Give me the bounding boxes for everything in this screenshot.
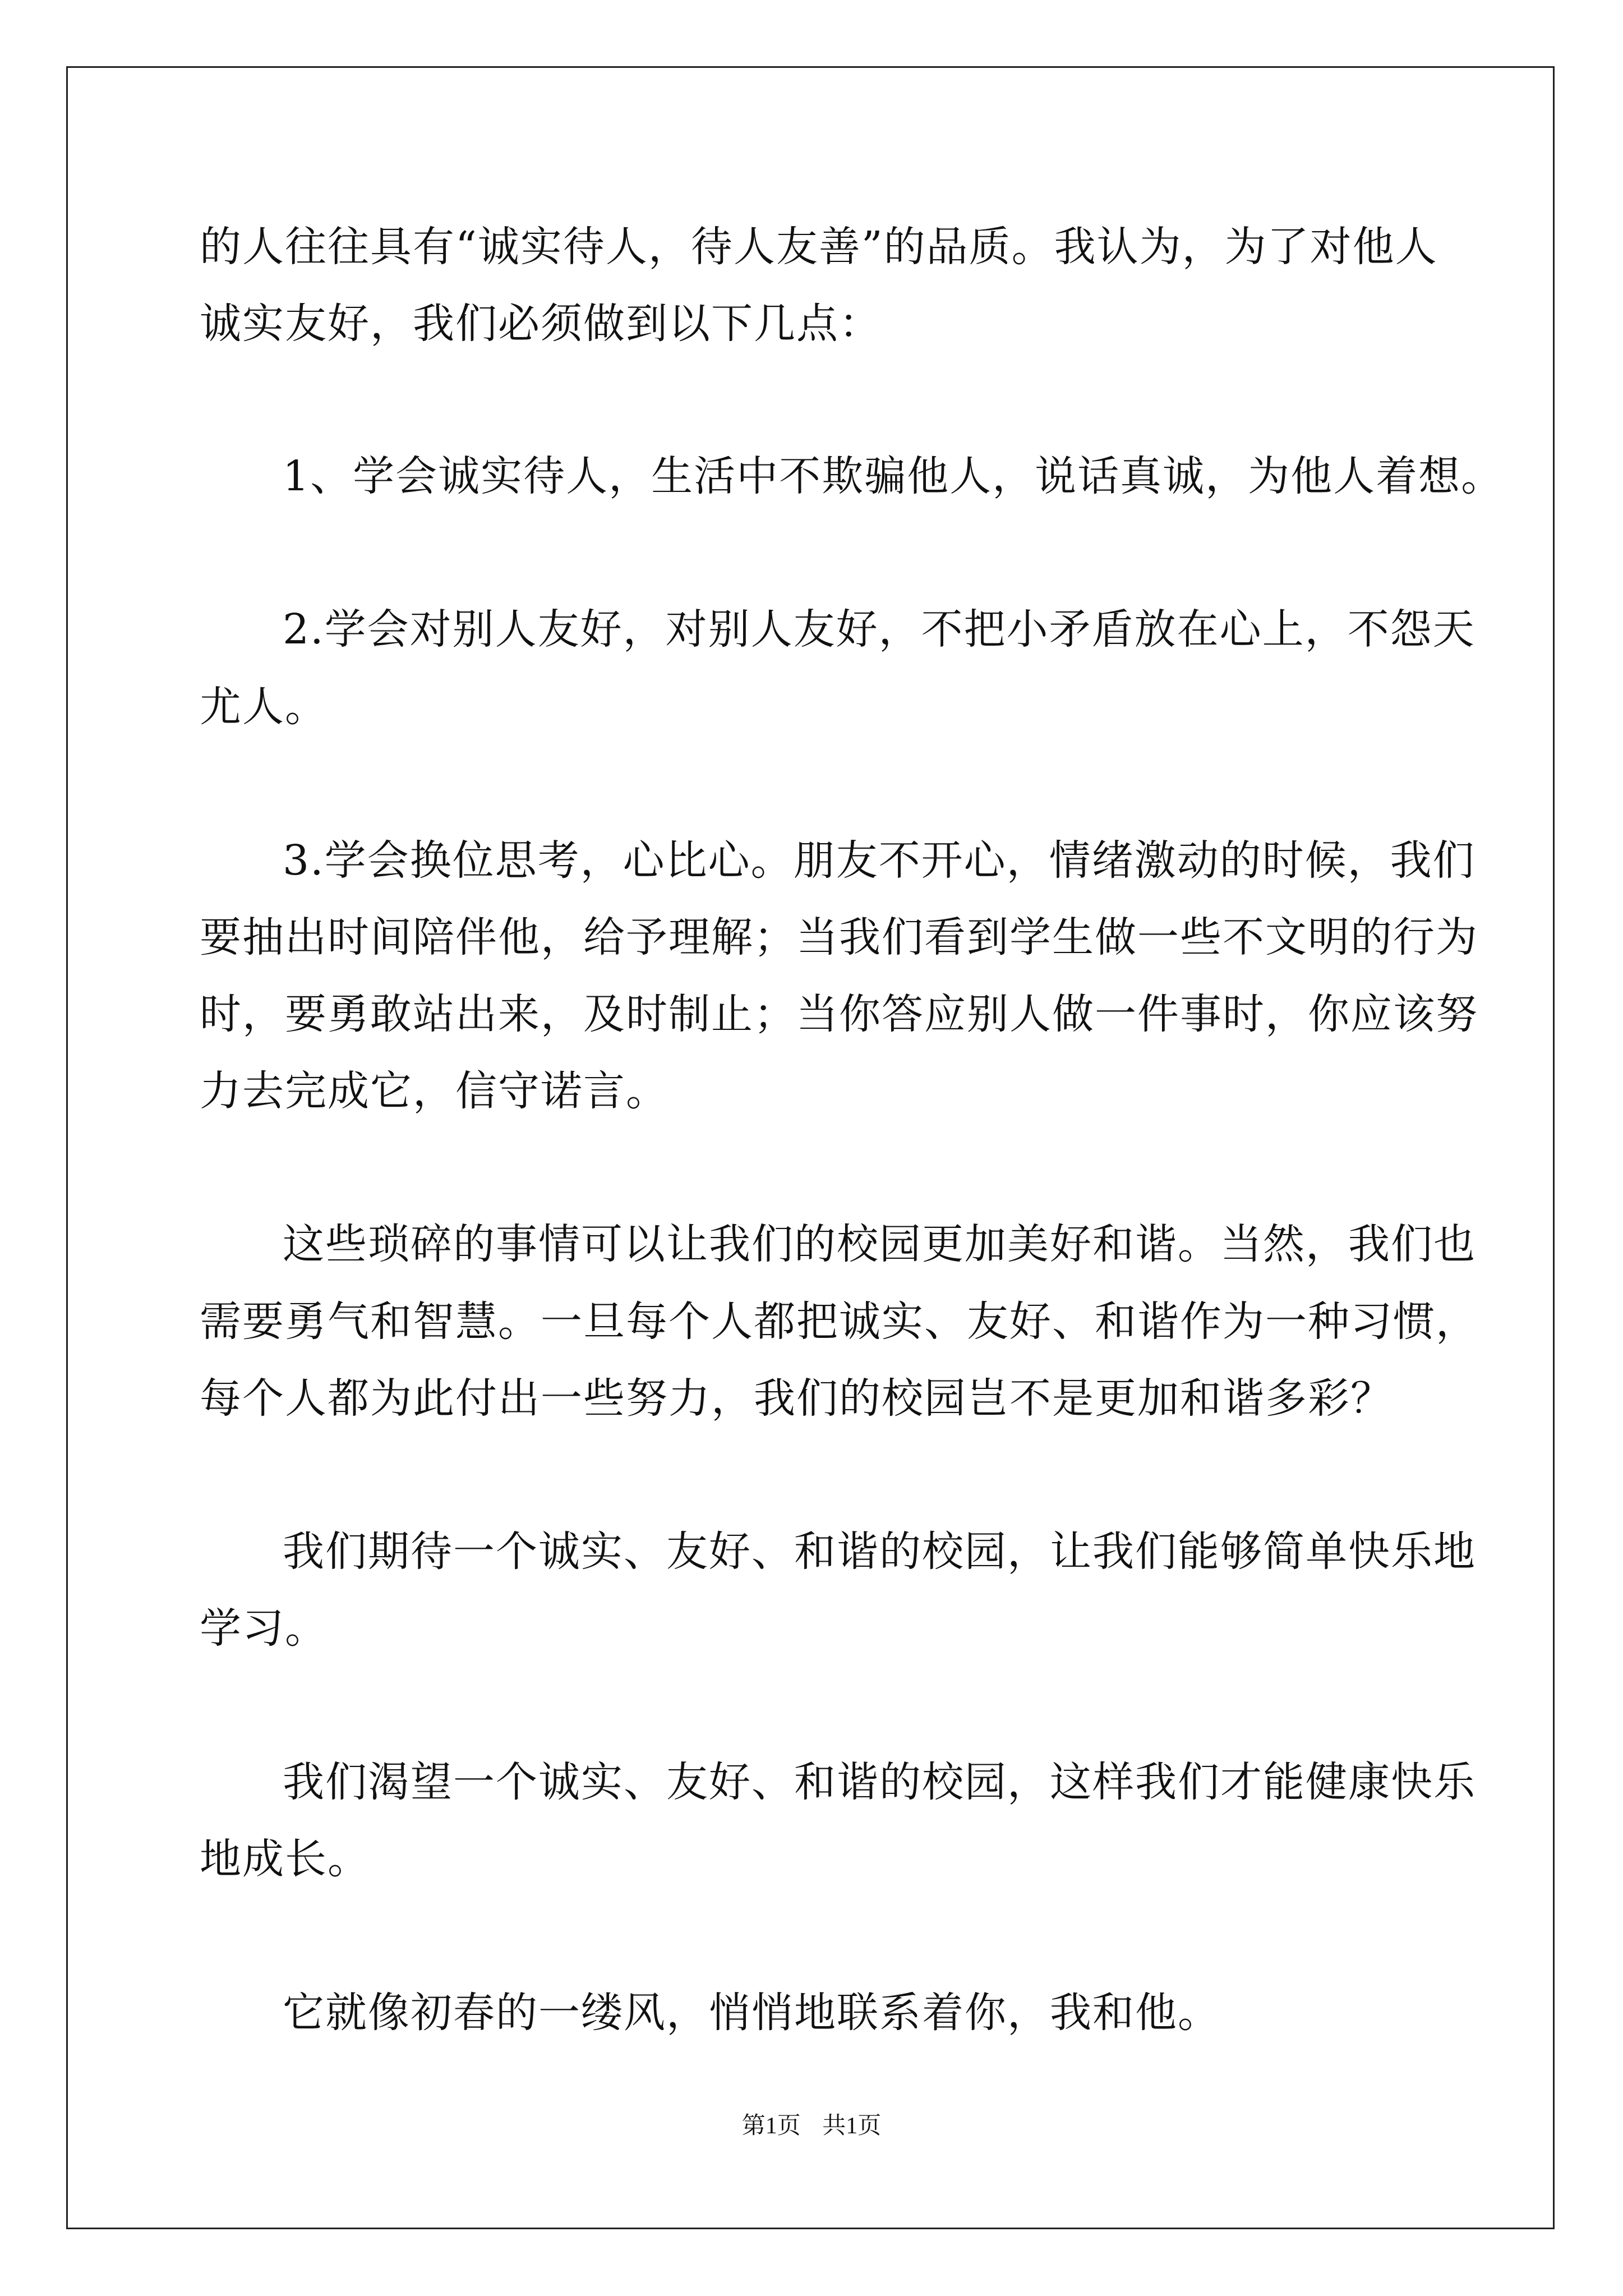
page-footer [0,2109,1623,2143]
text-line: 2.学会对别人友好，对别人友好，不把小矛盾放在心上，不怨天 [283,605,1476,654]
text-line: 要抽出时间陪伴他，给予理解；当我们看到学生做一些不文明的行为 [200,913,1478,961]
text-line: 1、学会诚实待人，生活中不欺骗他人，说话真诚，为他人着想。 [283,452,1504,500]
text-line: 的人往往具有“诚实待人，待人友善”的品质。我认为，为了对他人 [200,223,1438,271]
text-line: 时，要勇敢站出来，及时制止；当你答应别人做一件事时，你应该努 [200,990,1478,1038]
page-total: 共1页 [822,2113,882,2139]
text-line: 尤人。 [200,683,328,731]
text-line: 地成长。 [200,1835,370,1883]
text-line: 每个人都为此付出一些努力，我们的校园岂不是更加和谐多彩？ [200,1374,1393,1423]
text-line: 我们期待一个诚实、友好、和谐的校园，让我们能够简单快乐地 [283,1527,1476,1576]
text-line: 学习。 [200,1604,328,1653]
text-line: 诚实友好，我们必须做到以下几点： [200,300,882,348]
text-line: 3.学会换位思考，心比心。朋友不开心，情绪激动的时候，我们 [283,836,1476,885]
text-line: 这些琐碎的事情可以让我们的校园更加美好和谐。当然，我们也 [283,1220,1476,1268]
page-border [66,66,1555,2229]
page-number: 第1页 [741,2113,801,2139]
text-line: 需要勇气和智慧。一旦每个人都把诚实、友好、和谐作为一种习惯， [200,1297,1478,1346]
text-line: 我们渴望一个诚实、友好、和谐的校园，这样我们才能健康快乐 [283,1758,1476,1806]
text-line: 力去完成它，信守诺言。 [200,1067,668,1115]
text-line: 它就像初春的一缕风，悄悄地联系着你，我和他。 [283,1989,1220,2037]
